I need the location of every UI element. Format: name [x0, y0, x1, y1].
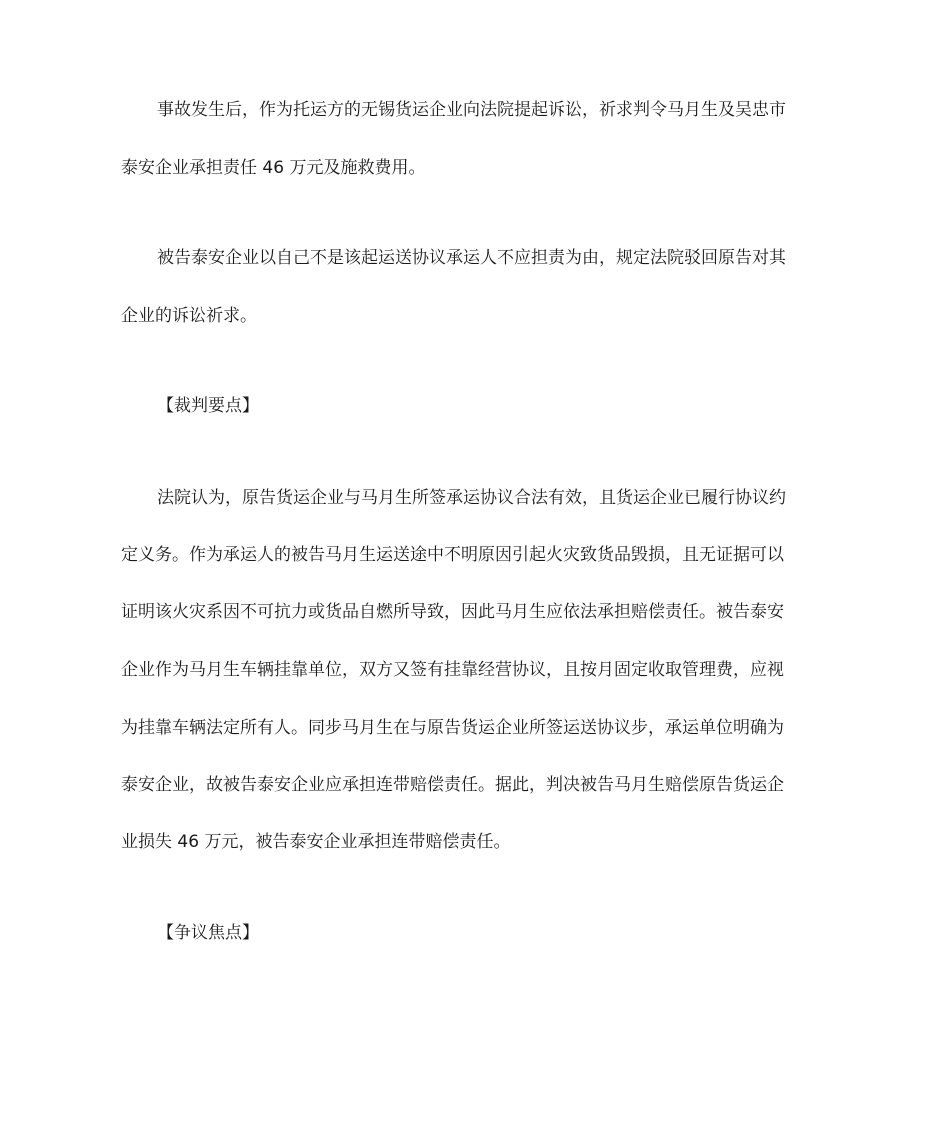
- paragraph-3-line-4: 企业作为马月生车辆挂靠单位，双方又签有挂靠经营协议，且按月固定收取管理费，应视: [121, 660, 784, 680]
- paragraph-3-line-2: 定义务。作为承运人的被告马月生运送途中不明原因引起火灾致货品毁损，且无证据可以: [121, 545, 784, 565]
- paragraph-3-line-5: 为挂靠车辆法定所有人。同步马月生在与原告货运企业所签运送协议步，承运单位明确为: [121, 718, 784, 738]
- paragraph-3-line-7: 业损失 46 万元，被告泰安企业承担连带赔偿责任。: [121, 832, 511, 852]
- paragraph-1-line-2: 泰安企业承担责任 46 万元及施救费用。: [121, 158, 426, 178]
- section-heading-dispute-focus: 【争议焦点】: [157, 923, 259, 943]
- paragraph-3-line-3: 证明该火灾系因不可抗力或货品自燃所导致，因此马月生应依法承担赔偿责任。被告泰安: [121, 602, 784, 622]
- paragraph-3-line-1: 法院认为，原告货运企业与马月生所签承运协议合法有效，且货运企业已履行协议约: [157, 488, 786, 508]
- paragraph-2-line-2: 企业的诉讼祈求。: [121, 306, 257, 326]
- paragraph-2-line-1: 被告泰安企业以自己不是该起运送协议承运人不应担责为由，规定法院驳回原告对其: [157, 248, 786, 268]
- paragraph-1-line-1: 事故发生后，作为托运方的无锡货运企业向法院提起诉讼，祈求判令马月生及吴忠市: [157, 100, 786, 120]
- paragraph-3-line-6: 泰安企业，故被告泰安企业应承担连带赔偿责任。据此，判决被告马月生赔偿原告货运企: [121, 775, 784, 795]
- section-heading-ruling-points: 【裁判要点】: [157, 396, 259, 416]
